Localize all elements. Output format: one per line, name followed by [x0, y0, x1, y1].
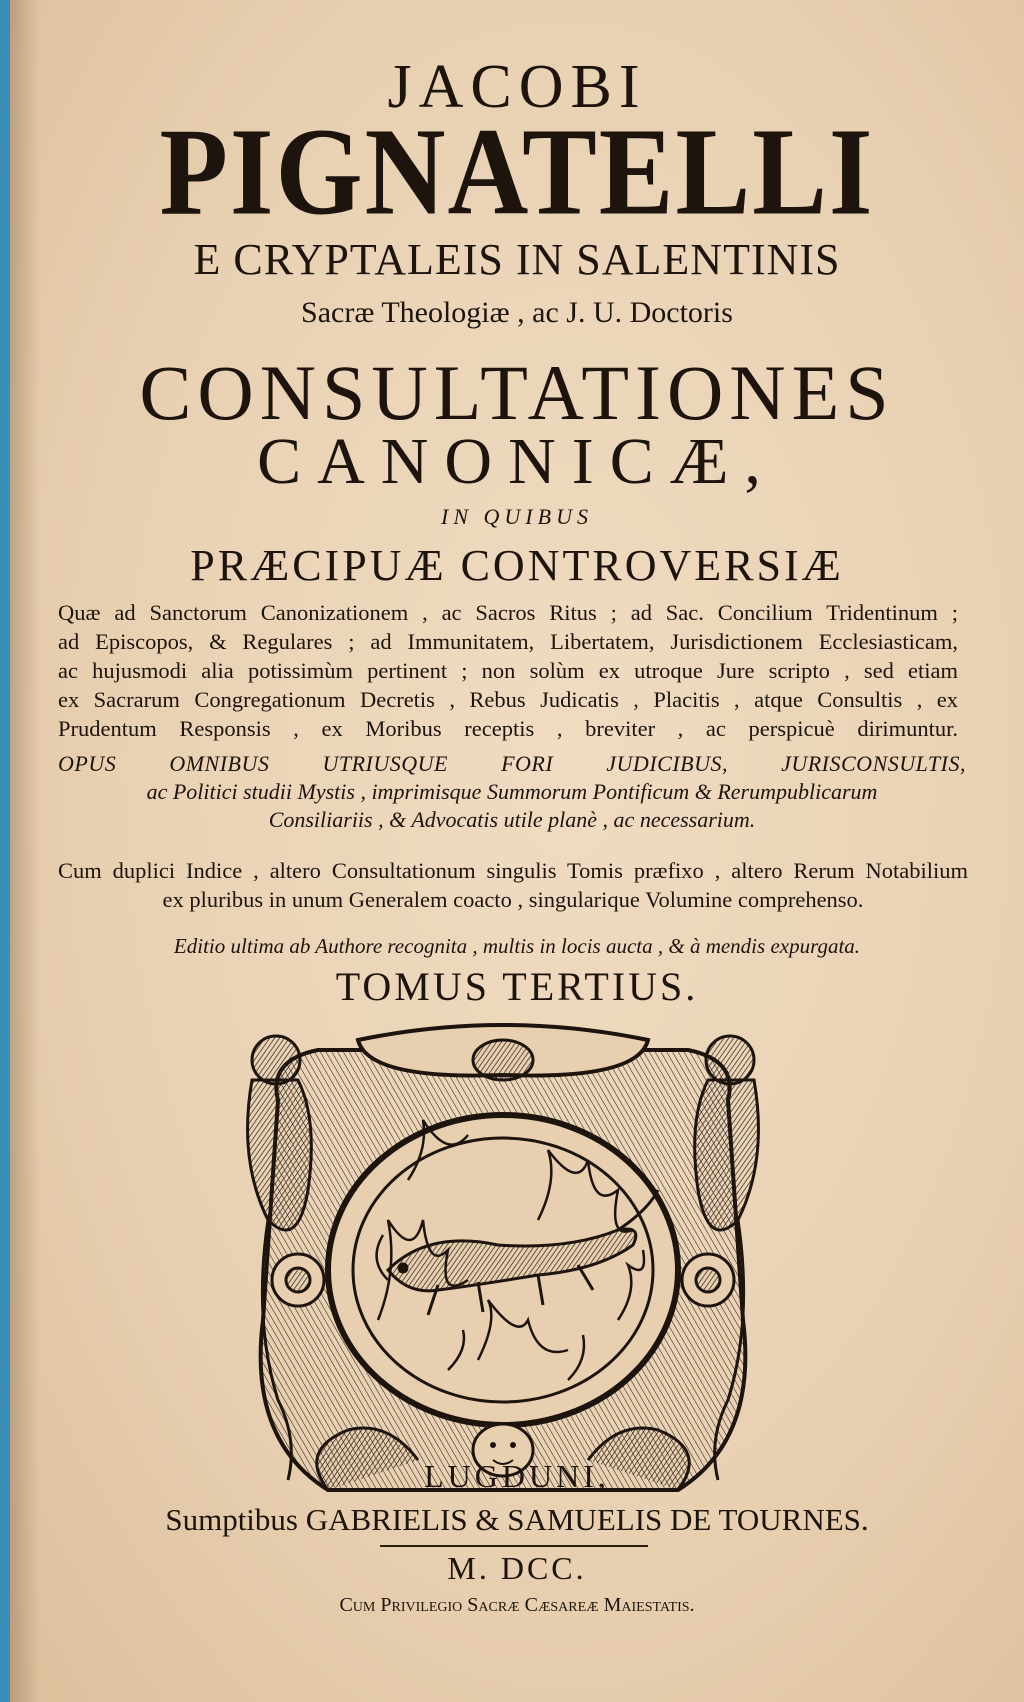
privilege-line: Cum Privilegio Sacræ Cæsareæ Maiestatis.	[339, 1594, 695, 1616]
author-first-name: JACOBI	[387, 53, 647, 121]
description-line-1: Quæ ad Sanctorum Canonizationem , ac Sacros Ritus ; ad Sac. Concilium Tridentinum ;	[58, 600, 958, 625]
index-note	[58, 856, 968, 914]
subject-heading: PRÆCIPUÆ CONTROVERSIÆ	[190, 541, 844, 590]
book-title-line-2: CANONICÆ,	[257, 425, 777, 498]
description-line-3: ac hujusmodi alia potissimùm pertinent ; non solùm ex utroque Jure scripto , sed etiam	[58, 658, 958, 683]
description-line-5: Prudentum Responsis , ex Moribus receptis , breviter , ac perspicuè dirimuntur.	[58, 716, 958, 741]
description-line-4: ex Sacrarum Congregationum Decretis , Rebus Judicatis , Placitis , atque Consultis , ex	[58, 687, 958, 712]
imprint-year: M. DCC.	[447, 1550, 587, 1586]
imprint-place: LUGDUNI,	[424, 1458, 610, 1494]
imprint-rule	[380, 1545, 648, 1547]
description-line-2: ad Episcopos, & Regulares ; ad Immunitatem, Libertatem, Jurisdictionem Ecclesiasticam,	[58, 629, 958, 654]
title-page	[10, 0, 1024, 1702]
opus-line-2: ac Politici studii Mystis , imprimisque Summorum Pontificum & Rerumpublicarum	[146, 779, 878, 804]
author-origin: E CRYPTALEIS IN SALENTINIS	[193, 235, 841, 284]
volume-number: TOMUS TERTIUS.	[335, 964, 699, 1009]
book-title-line-1: CONSULTATIONES	[139, 349, 895, 436]
imprint-publisher: Sumptibus GABRIELIS & SAMUELIS DE TOURNES.	[165, 1502, 869, 1537]
opus-line-1: OPUS OMNIBUS UTRIUSQUE FORI JUDICIBUS, JURISCONSULTIS,	[58, 751, 966, 776]
author-last-name: PIGNATELLI	[159, 102, 875, 242]
printers-device-salamander-in-flames-icon	[238, 1020, 768, 1506]
edition-note: Editio ultima ab Authore recognita , multis in locis aucta , & à mendis expurgata.	[173, 934, 861, 958]
index-line-2: ex pluribus in unum Generalem coacto , singularique Volumine comprehenso.	[162, 887, 864, 912]
opus-dedication	[58, 750, 966, 834]
in-quibus-line: IN QUIBUS	[441, 504, 593, 529]
author-degree: Sacræ Theologiæ , ac J. U. Doctoris	[301, 296, 733, 329]
opus-line-3: Consiliariis , & Advocatis utile planè , ac necessarium.	[268, 807, 756, 832]
index-line-1: Cum duplici Indice , altero Consultationum singulis Tomis præfixo , altero Rerum Notabilium	[58, 858, 968, 883]
